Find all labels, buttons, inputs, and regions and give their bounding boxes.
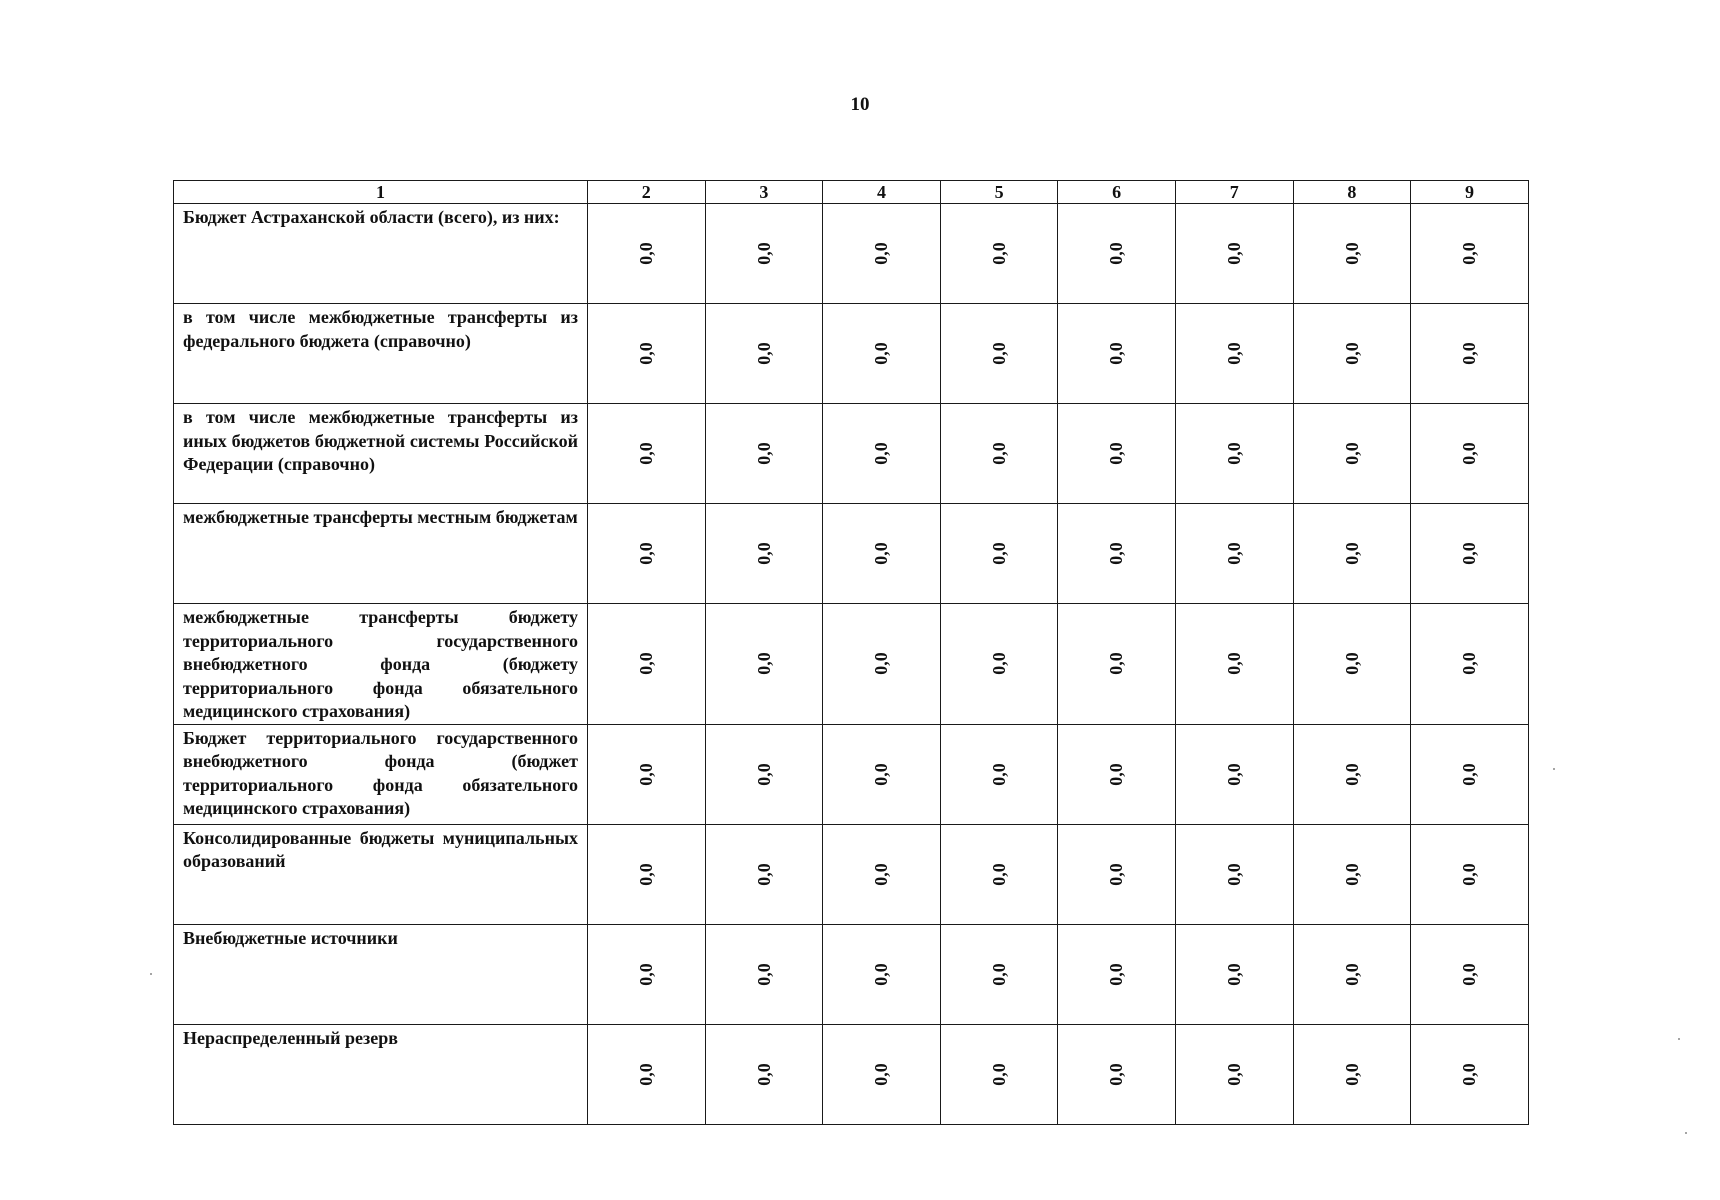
- row-label: в том числе межбюджетные трансферты из иных бюджетов бюджетной системы Российской Федерации (справочно): [174, 404, 588, 504]
- value-cell: [705, 824, 823, 924]
- value-cell: [588, 724, 706, 824]
- cell-value: 0,0: [870, 652, 891, 675]
- cell-value: 0,0: [753, 242, 774, 265]
- cell-value: 0,0: [753, 862, 774, 886]
- value-cell: [940, 304, 1058, 404]
- cell-value: 0,0: [1458, 242, 1479, 265]
- cell-value: 0,0: [1223, 442, 1244, 465]
- cell-value: 0,0: [753, 542, 774, 565]
- value-cell: [705, 404, 823, 504]
- value-cell: [940, 604, 1058, 725]
- value-cell: [823, 404, 941, 504]
- table-row: [174, 204, 1529, 304]
- scan-speck: [150, 973, 152, 975]
- row-label: Внебюджетные источники: [174, 924, 588, 1024]
- value-cell: [705, 504, 823, 604]
- value-cell: [940, 1024, 1058, 1124]
- cell-value: 0,0: [753, 342, 774, 365]
- cell-value: 0,0: [635, 442, 656, 465]
- value-cell: [1058, 504, 1176, 604]
- table-row: [174, 724, 1529, 824]
- value-cell: [1293, 604, 1411, 725]
- value-cell: [705, 924, 823, 1024]
- cell-value: 0,0: [1106, 962, 1127, 986]
- cell-value: 0,0: [635, 652, 656, 675]
- cell-value: 0,0: [1341, 1062, 1362, 1086]
- cell-value: 0,0: [1458, 442, 1479, 465]
- cell-value: 0,0: [870, 242, 891, 265]
- budget-table: [173, 180, 1529, 1125]
- cell-value: 0,0: [1106, 652, 1127, 675]
- cell-value: 0,0: [1458, 762, 1479, 786]
- cell-value: 0,0: [870, 962, 891, 986]
- table-header: [174, 181, 1529, 204]
- cell-value: 0,0: [635, 242, 656, 265]
- cell-value: 0,0: [1223, 762, 1244, 786]
- value-cell: [1175, 824, 1293, 924]
- cell-value: 0,0: [1458, 862, 1479, 886]
- cell-value: 0,0: [1223, 542, 1244, 565]
- value-cell: [705, 304, 823, 404]
- value-cell: [823, 1024, 941, 1124]
- cell-value: 0,0: [988, 762, 1009, 786]
- value-cell: [823, 604, 941, 725]
- cell-value: 0,0: [1341, 342, 1362, 365]
- cell-value: 0,0: [1341, 652, 1362, 675]
- column-header: 1: [174, 181, 588, 204]
- column-header: 7: [1175, 181, 1293, 204]
- value-cell: [1293, 404, 1411, 504]
- value-cell: [705, 204, 823, 304]
- row-label: Консолидированные бюджеты муниципальных образований: [174, 824, 588, 924]
- cell-value: 0,0: [635, 762, 656, 786]
- value-cell: [588, 924, 706, 1024]
- cell-value: 0,0: [1106, 762, 1127, 786]
- value-cell: [1411, 604, 1529, 725]
- value-cell: [588, 304, 706, 404]
- cell-value: 0,0: [1223, 962, 1244, 986]
- cell-value: 0,0: [870, 342, 891, 365]
- page-number: 10: [850, 94, 870, 115]
- value-cell: [588, 1024, 706, 1124]
- cell-value: 0,0: [1106, 1062, 1127, 1086]
- scan-speck: [1553, 768, 1555, 770]
- value-cell: [1175, 404, 1293, 504]
- cell-value: 0,0: [1223, 862, 1244, 886]
- header-row: [174, 181, 1529, 204]
- value-cell: [705, 1024, 823, 1124]
- cell-value: 0,0: [1458, 542, 1479, 565]
- cell-value: 0,0: [1106, 862, 1127, 886]
- value-cell: [1058, 304, 1176, 404]
- value-cell: [1058, 824, 1176, 924]
- value-cell: [940, 504, 1058, 604]
- value-cell: [1175, 204, 1293, 304]
- value-cell: [588, 204, 706, 304]
- row-label: межбюджетные трансферты бюджету территориального государственного внебюджетного фонда (бюджету территориального фонда обязательного медицинского страхования): [174, 604, 588, 725]
- cell-value: 0,0: [1341, 442, 1362, 465]
- value-cell: [823, 504, 941, 604]
- value-cell: [1293, 924, 1411, 1024]
- cell-value: 0,0: [1223, 652, 1244, 675]
- cell-value: 0,0: [870, 762, 891, 786]
- value-cell: [588, 504, 706, 604]
- cell-value: 0,0: [1106, 342, 1127, 365]
- value-cell: [588, 824, 706, 924]
- value-cell: [705, 724, 823, 824]
- column-header: 3: [705, 181, 823, 204]
- value-cell: [1058, 404, 1176, 504]
- value-cell: [1411, 924, 1529, 1024]
- cell-value: 0,0: [988, 652, 1009, 675]
- table-row: [174, 304, 1529, 404]
- table-row: [174, 604, 1529, 725]
- cell-value: 0,0: [870, 862, 891, 886]
- cell-value: 0,0: [870, 1062, 891, 1086]
- cell-value: 0,0: [988, 242, 1009, 265]
- column-header: 8: [1293, 181, 1411, 204]
- table-row: [174, 824, 1529, 924]
- cell-value: 0,0: [1341, 242, 1362, 265]
- cell-value: 0,0: [635, 862, 656, 886]
- row-label: в том числе межбюджетные трансферты из федерального бюджета (справочно): [174, 304, 588, 404]
- cell-value: 0,0: [870, 542, 891, 565]
- value-cell: [823, 304, 941, 404]
- cell-value: 0,0: [635, 1062, 656, 1086]
- value-cell: [1175, 604, 1293, 725]
- column-header: 9: [1411, 181, 1529, 204]
- value-cell: [1058, 204, 1176, 304]
- value-cell: [1175, 504, 1293, 604]
- value-cell: [823, 204, 941, 304]
- value-cell: [1411, 504, 1529, 604]
- cell-value: 0,0: [753, 762, 774, 786]
- value-cell: [1411, 304, 1529, 404]
- value-cell: [823, 724, 941, 824]
- table-row: [174, 1024, 1529, 1124]
- value-cell: [1175, 724, 1293, 824]
- cell-value: 0,0: [753, 442, 774, 465]
- cell-value: 0,0: [635, 342, 656, 365]
- value-cell: [823, 924, 941, 1024]
- row-label: Бюджет территориального государственного внебюджетного фонда (бюджет территориального фонда обязательного медицинского страхования): [174, 724, 588, 824]
- value-cell: [940, 404, 1058, 504]
- cell-value: 0,0: [988, 862, 1009, 886]
- value-cell: [1175, 1024, 1293, 1124]
- value-cell: [1293, 504, 1411, 604]
- value-cell: [1175, 304, 1293, 404]
- cell-value: 0,0: [1106, 242, 1127, 265]
- cell-value: 0,0: [1458, 342, 1479, 365]
- table-row: [174, 404, 1529, 504]
- cell-value: 0,0: [870, 442, 891, 465]
- value-cell: [1058, 724, 1176, 824]
- cell-value: 0,0: [1458, 1062, 1479, 1086]
- value-cell: [1411, 1024, 1529, 1124]
- table-body: [174, 204, 1529, 1125]
- cell-value: 0,0: [988, 1062, 1009, 1086]
- value-cell: [1293, 724, 1411, 824]
- value-cell: [940, 204, 1058, 304]
- cell-value: 0,0: [753, 962, 774, 986]
- cell-value: 0,0: [1106, 442, 1127, 465]
- scan-speck: [1685, 1132, 1687, 1134]
- row-label: межбюджетные трансферты местным бюджетам: [174, 504, 588, 604]
- value-cell: [823, 824, 941, 924]
- cell-value: 0,0: [988, 542, 1009, 565]
- scan-speck: [1678, 1038, 1680, 1040]
- column-header: 5: [940, 181, 1058, 204]
- column-header: 2: [588, 181, 706, 204]
- value-cell: [1411, 204, 1529, 304]
- cell-value: 0,0: [1458, 652, 1479, 675]
- value-cell: [588, 404, 706, 504]
- value-cell: [1411, 824, 1529, 924]
- row-label: Нераспределенный резерв: [174, 1024, 588, 1124]
- cell-value: 0,0: [1341, 962, 1362, 986]
- cell-value: 0,0: [635, 962, 656, 986]
- value-cell: [1058, 924, 1176, 1024]
- column-header: 4: [823, 181, 941, 204]
- value-cell: [705, 604, 823, 725]
- cell-value: 0,0: [988, 442, 1009, 465]
- cell-value: 0,0: [988, 962, 1009, 986]
- value-cell: [1411, 724, 1529, 824]
- value-cell: [1058, 604, 1176, 725]
- value-cell: [1058, 1024, 1176, 1124]
- cell-value: 0,0: [1223, 1062, 1244, 1086]
- value-cell: [1293, 204, 1411, 304]
- row-label: Бюджет Астраханской области (всего), из них:: [174, 204, 588, 304]
- cell-value: 0,0: [753, 652, 774, 675]
- value-cell: [940, 824, 1058, 924]
- cell-value: 0,0: [988, 342, 1009, 365]
- cell-value: 0,0: [1106, 542, 1127, 565]
- cell-value: 0,0: [1223, 342, 1244, 365]
- value-cell: [1293, 824, 1411, 924]
- table-row: [174, 924, 1529, 1024]
- cell-value: 0,0: [1458, 962, 1479, 986]
- table-row: [174, 504, 1529, 604]
- value-cell: [1175, 924, 1293, 1024]
- value-cell: [1293, 1024, 1411, 1124]
- value-cell: [1411, 404, 1529, 504]
- value-cell: [940, 924, 1058, 1024]
- value-cell: [940, 724, 1058, 824]
- cell-value: 0,0: [753, 1062, 774, 1086]
- cell-value: 0,0: [1341, 762, 1362, 786]
- cell-value: 0,0: [1341, 862, 1362, 886]
- cell-value: 0,0: [1341, 542, 1362, 565]
- cell-value: 0,0: [635, 542, 656, 565]
- column-header: 6: [1058, 181, 1176, 204]
- value-cell: [588, 604, 706, 725]
- value-cell: [1293, 304, 1411, 404]
- cell-value: 0,0: [1223, 242, 1244, 265]
